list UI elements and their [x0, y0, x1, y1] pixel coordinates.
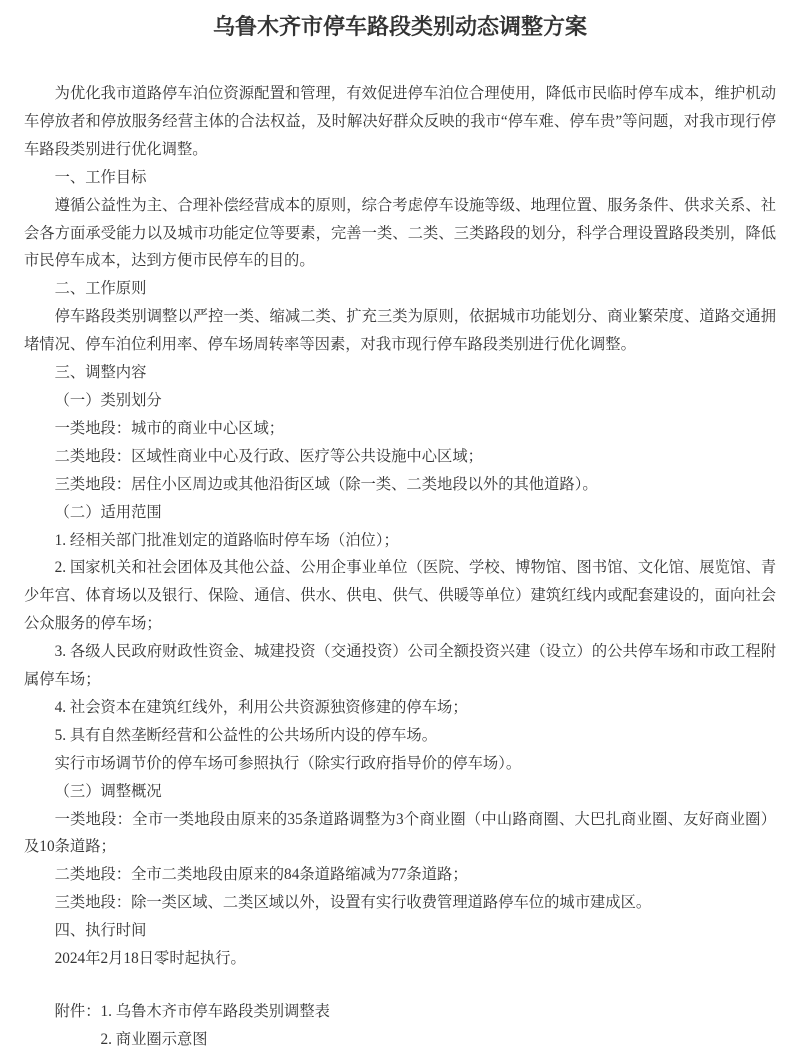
section-1-body: 遵循公益性为主、合理补偿经营成本的原则，综合考虑停车设施等级、地理位置、服务条件、供求关系、社会各方面承受能力以及城市功能定位等要素，完善一类、二类、三类路段的划分，科学合理设置路段类别，降低市民停车成本，达到方便市民停车的目的。 — [24, 196, 776, 270]
scope-item-1: 1. 经相关部门批准划定的道路临时停车场（泊位）； — [54, 531, 399, 549]
category-1-definition: 一类地段：城市的商业中心区域； — [54, 419, 285, 437]
section-1-heading: 一、工作目标 — [54, 168, 147, 186]
section-2-body: 停车路段类别调整以严控一类、缩减二类、扩充三类为原则，依据城市功能划分、商业繁荣度、道路交通拥堵情况、停车泊位利用率、停车场周转率等因素，对我市现行停车路段类别进行优化调整。 — [24, 308, 776, 354]
section-3-heading: 三、调整内容 — [54, 364, 147, 382]
section-4-heading: 四、执行时间 — [54, 922, 147, 940]
scope-item-3: 3. 各级人民政府财政性资金、城建投资（交通投资）公司全额投资兴建（设立）的公共停车场和市政工程附属停车场； — [24, 643, 776, 689]
subsection-3-1-heading: （一）类别划分 — [54, 391, 162, 409]
effective-date: 2024年2月18日零时起执行。 — [54, 950, 246, 968]
document-title: 乌鲁木齐市停车路段类别动态调整方案 — [212, 14, 587, 39]
section-2-heading: 二、工作原则 — [54, 280, 147, 298]
scope-item-2: 2. 国家机关和社会团体及其他公益、公用企事业单位（医院、学校、博物馆、图书馆、文化馆、展览馆、青少年宫、体育场以及银行、保险、通信、供水、供电、供气、供暖等单位）建筑红线内或配套建设的，面向社会公众服务的停车场； — [24, 559, 776, 633]
scope-item-4: 4. 社会资本在建筑红线外，利用公共资源独资修建的停车场； — [54, 698, 468, 716]
scope-note: 实行市场调节价的停车场可参照执行（除实行政府指导价的停车场）。 — [54, 754, 522, 772]
attachment-line-2: 2. 商业圈示意图 — [100, 1030, 208, 1048]
subsection-3-3-heading: （三）调整概况 — [54, 782, 162, 800]
category-3-definition: 三类地段：居住小区周边或其他沿街区域（除一类、二类地段以外的其他道路）。 — [54, 475, 598, 493]
subsection-3-2-heading: （二）适用范围 — [54, 503, 162, 521]
scope-item-5: 5. 具有自然垄断经营和公益性的公共场所内设的停车场。 — [54, 726, 438, 744]
overview-category-3: 三类地段：除一类区域、二类区域以外，设置有实行收费管理道路停车位的城市建成区。 — [54, 894, 652, 912]
intro-paragraph: 为优化我市道路停车泊位资源配置和管理，有效促进停车泊位合理使用，降低市民临时停车成本，维护机动车停放者和停放服务经营主体的合法权益，及时解决好群众反映的我市“停车难、停车贵”等问题，对我市现行停车路段类别进行优化调整。 — [24, 85, 776, 158]
attachment-line-1: 附件：1. 乌鲁木齐市停车路段类别调整表 — [54, 1003, 330, 1020]
overview-category-1: 一类地段：全市一类地段由原来的35条道路调整为3个商业圈（中山路商圈、大巴扎商业圈、友好商业圈）及10条道路； — [24, 810, 776, 856]
category-2-definition: 二类地段：区域性商业中心及行政、医疗等公共设施中心区域； — [54, 447, 483, 465]
overview-category-2: 二类地段：全市二类地段由原来的84条道路缩减为77条道路； — [54, 866, 468, 884]
document-body — [24, 80, 776, 1054]
